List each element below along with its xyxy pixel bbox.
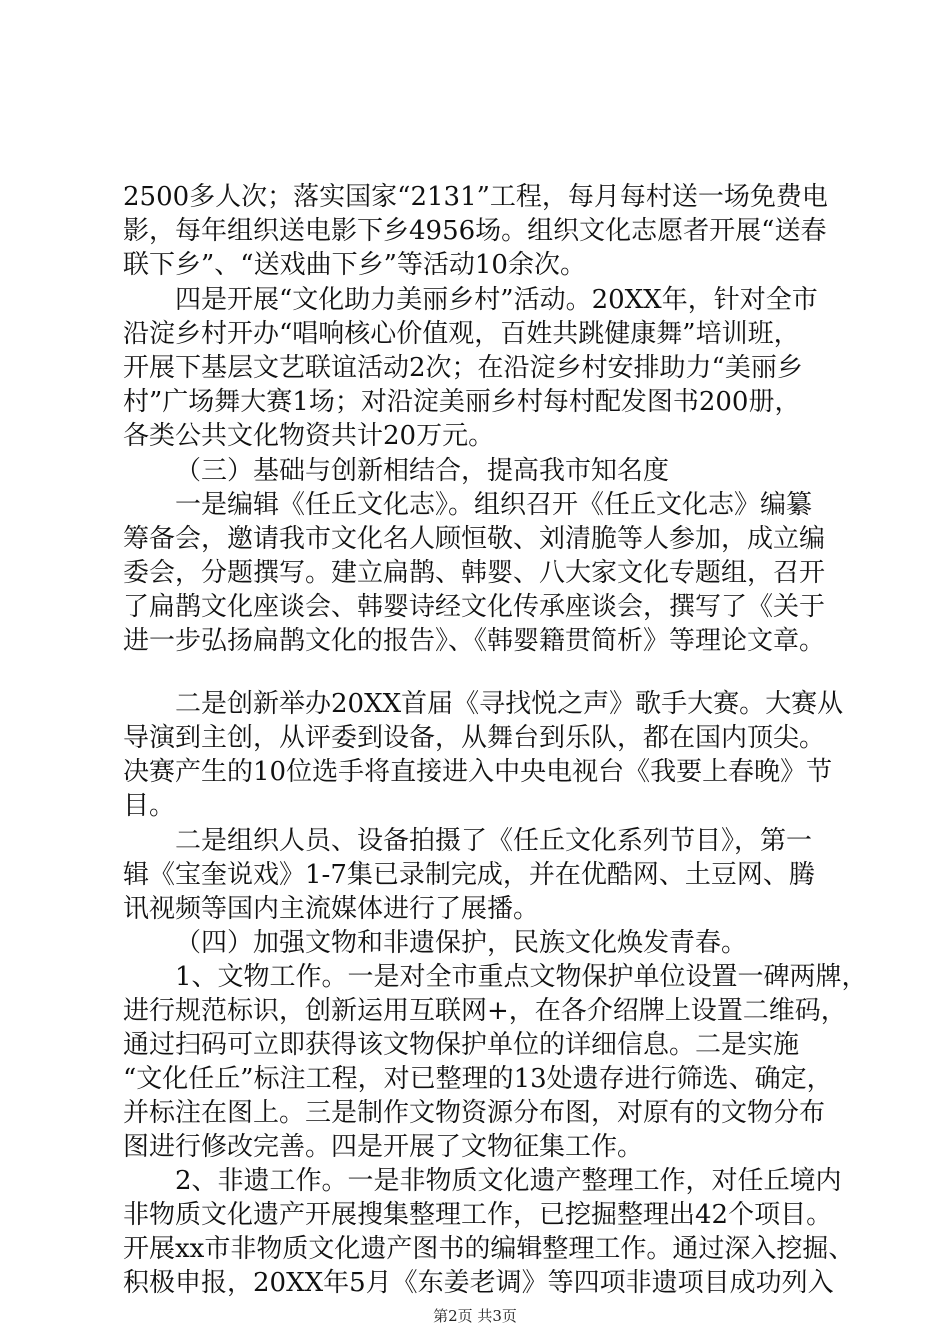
page-number-footer: 第2页 共3页 <box>433 1307 517 1325</box>
text-line: 讯视频等国内主流媒体进行了展播。 <box>123 894 540 924</box>
text-line: 进一步弘扬扁鹊文化的报告》、《韩婴籍贯简析》等理论文章。 <box>123 626 826 656</box>
text-line: 筹备会，邀请我市文化名人顾恒敬、刘清脆等人参加，成立编 <box>123 524 826 554</box>
text-line: 村”广场舞大赛1场；对沿淀美丽乡村每村配发图书200册， <box>123 387 801 417</box>
text-line: 沿淀乡村开办“唱响核心价值观，百姓共跳健康舞”培训班， <box>123 319 800 349</box>
text-line: 影，每年组织送电影下乡4956场。组织文化志愿者开展“送春 <box>123 216 827 246</box>
text-line: 二是创新举办20XX首届《寻找悦之声》歌手大赛。大赛从 <box>175 689 844 719</box>
text-line: 四是开展“文化助力美丽乡村”活动。20XX年，针对全市 <box>175 285 818 315</box>
text-line: 2500多人次；落实国家“2131”工程，每月每村送一场免费电 <box>123 182 828 212</box>
text-line: 导演到主创，从评委到设备，从舞台到乐队，都在国内顶尖。 <box>123 723 826 753</box>
text-line: 并标注在图上。三是制作文物资源分布图，对原有的文物分布 <box>123 1098 826 1128</box>
text-line: 二是组织人员、设备拍摄了《任丘文化系列节目》，第一 <box>175 826 813 856</box>
text-line: 一是编辑《任丘文化志》。组织召开《任丘文化志》编纂 <box>175 490 813 520</box>
text-line: 委会，分题撰写。建立扁鹊、韩婴、八大家文化专题组，召开 <box>123 558 826 588</box>
text-line: 进行规范标识，创新运用互联网+，在各介绍牌上设置二维码， <box>123 996 847 1026</box>
text-line: 积极申报，20XX年5月《东姜老调》等四项非遗项目成功列入 <box>123 1268 834 1298</box>
text-line: “文化任丘”标注工程，对已整理的13处遗存进行筛选、确定， <box>123 1064 833 1094</box>
text-line: 目。 <box>123 791 176 821</box>
section-heading: （三）基础与创新相结合，提高我市知名度 <box>175 456 670 486</box>
text-line: 通过扫码可立即获得该文物保护单位的详细信息。二是实施 <box>123 1030 800 1060</box>
text-line: 联下乡”、“送戏曲下乡”等活动10余次。 <box>123 250 586 280</box>
text-line: 1、文物工作。一是对全市重点文物保护单位设置一碑两牌， <box>175 962 868 992</box>
text-line: 决赛产生的10位选手将直接进入中央电视台《我要上春晚》节 <box>123 757 833 787</box>
text-line: 开展下基层文艺联谊活动2次；在沿淀乡村安排助力“美丽乡 <box>123 353 803 383</box>
text-line: 2、非遗工作。一是非物质文化遗产整理工作，对任丘境内 <box>175 1166 842 1196</box>
text-line: 图进行修改完善。四是开展了文物征集工作。 <box>123 1132 644 1162</box>
text-line: 各类公共文化物资共计20万元。 <box>123 421 495 451</box>
text-line: 了扁鹊文化座谈会、韩婴诗经文化传承座谈会，撰写了《关于 <box>123 592 826 622</box>
text-line: 非物质文化遗产开展搜集整理工作，已挖掘整理出42个项目。 <box>123 1200 833 1230</box>
section-heading: （四）加强文物和非遗保护，民族文化焕发青春。 <box>175 928 748 958</box>
text-line: 辑《宝奎说戏》1-7集已录制完成，并在优酷网、土豆网、腾 <box>123 860 815 890</box>
text-line: 开展xx市非物质文化遗产图书的编辑整理工作。通过深入挖掘、 <box>123 1234 855 1264</box>
